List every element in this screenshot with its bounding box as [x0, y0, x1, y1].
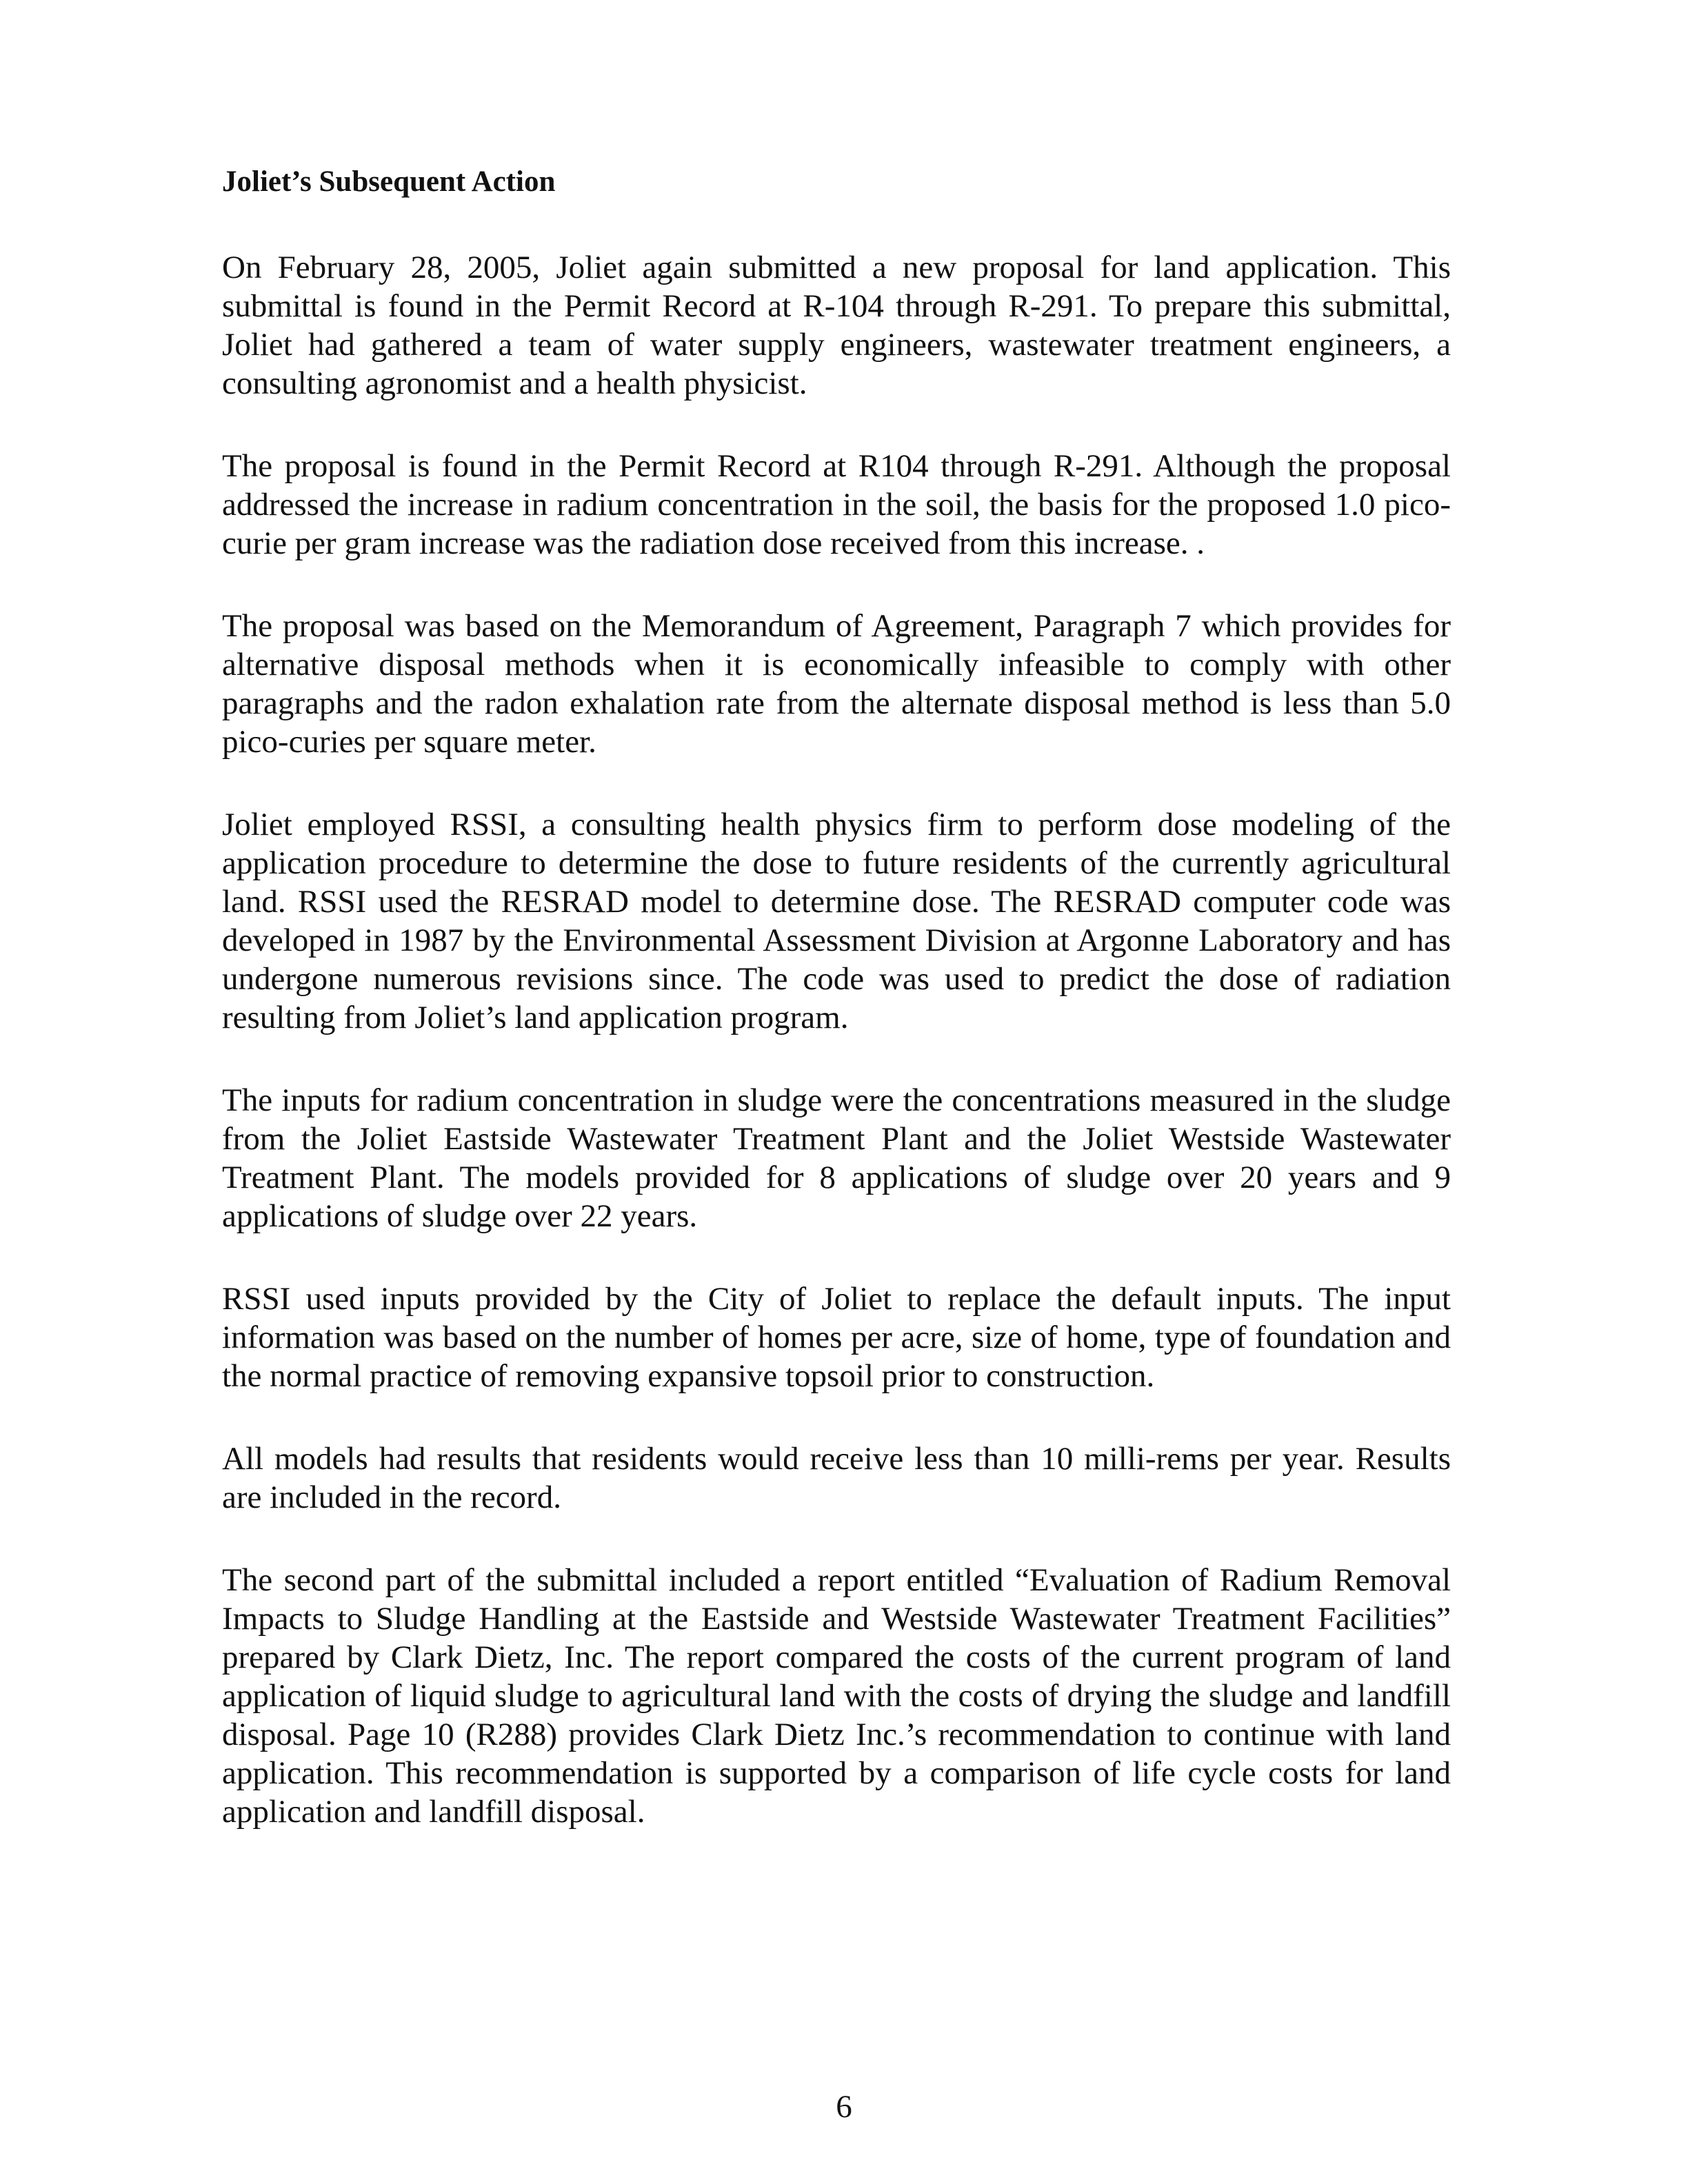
paragraph-proposal-basis: The proposal is found in the Permit Record at R104 through R-291. Although the proposal addressed the increase in radium concentration in the soil, the basis for the proposed 1.0 pico-curie per gram increase was the radiation dose received from this increase. .	[222, 448, 1451, 561]
paragraph-memorandum: The proposal was based on the Memorandum of Agreement, Paragraph 7 which provides for alternative disposal methods when it is economically infeasible to comply with other paragraphs and the radon exhalation rate from the alternate disposal method is less than 5.0 pico-curies per square meter.	[222, 608, 1451, 760]
paragraph-clark-dietz-report: The second part of the submittal included a report entitled “Evaluation of Radium Removal Impacts to Sludge Handling at the Eastside and Westside Wastewater Treatment Facilities” prepared by Clark Dietz, Inc. The report compared the costs of the current program of land application of liquid sludge to agricultural land with the costs of drying the sludge and landfill disposal. Page 10 (R288) provides Clark Dietz Inc.’s recommendation to continue with land application. This recommendation is supported by a comparison of life cycle costs for land application and landfill disposal.	[222, 1562, 1451, 1830]
section-heading: Joliet’s Subsequent Action	[222, 165, 556, 198]
paragraph-rssi-modeling: Joliet employed RSSI, a consulting health physics firm to perform dose modeling of the application procedure to determine the dose to future residents of the currently agricultural land. RSSI used the RESRAD model to determine dose. The RESRAD computer code was developed in 1987 by the Environmental Assessment Division at Argonne Laboratory and has undergone numerous revisions since. The code was used to predict the dose of radiation resulting from Joliet’s land application program.	[222, 807, 1451, 1035]
document-body	[222, 163, 1451, 1875]
page-number: 6	[836, 2089, 852, 2125]
paragraph-radium-inputs: The inputs for radium concentration in sludge were the concentrations measured in the sludge from the Joliet Eastside Wastewater Treatment Plant and the Joliet Westside Wastewater Treatment Plant. The models provided for 8 applications of sludge over 20 years and 9 applications of sludge over 22 years.	[222, 1082, 1451, 1234]
paragraph-results: All models had results that residents would receive less than 10 milli-rems per year. Results are included in the record.	[222, 1441, 1451, 1515]
paragraph-default-inputs: RSSI used inputs provided by the City of Joliet to replace the default inputs. The input information was based on the number of homes per acre, size of home, type of foundation and the normal practice of removing expansive topsoil prior to construction.	[222, 1281, 1451, 1394]
paragraph-submission: On February 28, 2005, Joliet again submitted a new proposal for land application. This submittal is found in the Permit Record at R-104 through R-291. To prepare this submittal, Joliet had gathered a team of water supply engineers, wastewater treatment engineers, a consulting agronomist and a health physicist.	[222, 250, 1451, 401]
